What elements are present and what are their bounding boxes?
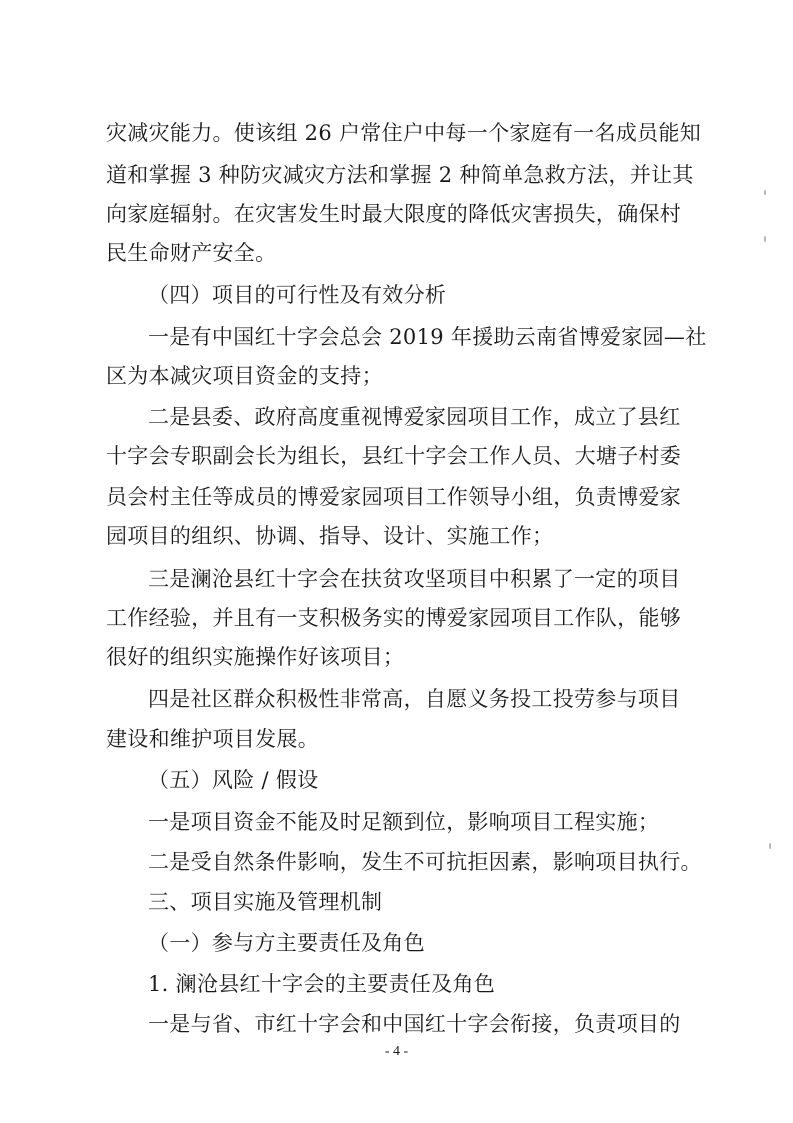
paragraph-line: 一是项目资金不能及时足额到位，影响项目工程实施；	[148, 810, 660, 834]
paragraph-line: 员会村主任等成员的博爱家园项目工作领导小组，负责博爱家	[106, 485, 682, 509]
paragraph-line: 向家庭辐射。在灾害发生时最大限度的降低灾害损失，确保村	[106, 202, 682, 226]
paragraph-line: 一是与省、市红十字会和中国红十字会衔接，负责项目的	[148, 1012, 681, 1036]
paragraph-line: 灾减灾能力。使该组 26 户常住户中每一个家庭有一名成员能知	[106, 121, 702, 145]
scan-speck	[764, 190, 766, 195]
paragraph-line: 三是澜沧县红十字会在扶贫攻坚项目中积累了一定的项目	[148, 567, 681, 591]
paragraph-line: 四是社区群众积极性非常高，自愿义务投工投劳参与项目	[148, 687, 681, 711]
paragraph-line: 园项目的组织、协调、指导、设计、实施工作；	[106, 524, 554, 548]
paragraph-line: 民生命财产安全。	[106, 241, 277, 265]
paragraph-line: 区为本减灾项目资金的支持；	[106, 364, 383, 388]
section-heading: （五）风险 / 假设	[148, 768, 319, 792]
paragraph-line: 道和掌握 3 种防灾减灾方法和掌握 2 种简单急救方法，并让其	[106, 163, 694, 187]
paragraph-line: 建设和维护项目发展。	[106, 727, 319, 751]
section-heading: （四）项目的可行性及有效分析	[148, 283, 447, 307]
page-number: - 4 -	[384, 1044, 409, 1059]
section-heading: （一）参与方主要责任及角色	[148, 931, 425, 955]
chapter-heading: 三、项目实施及管理机制	[148, 890, 383, 914]
scan-speck	[769, 843, 771, 849]
paragraph-line: 二是受自然条件影响，发生不可抗拒因素，影响项目执行。	[148, 850, 702, 874]
paragraph-line: 很好的组织实施操作好该项目；	[106, 645, 405, 669]
scan-speck	[764, 236, 766, 242]
paragraph-line: 二是县委、政府高度重视博爱家园项目工作，成立了县红	[148, 405, 681, 429]
subsection-heading: 1. 澜沧县红十字会的主要责任及角色	[148, 972, 496, 996]
paragraph-line: 十字会专职副会长为组长，县红十字会工作人员、大塘子村委	[106, 444, 682, 468]
paragraph-line: 一是有中国红十字会总会 2019 年援助云南省博爱家园—社	[148, 325, 707, 349]
paragraph-line: 工作经验，并且有一支积极务实的博爱家园项目工作队，能够	[106, 606, 682, 630]
